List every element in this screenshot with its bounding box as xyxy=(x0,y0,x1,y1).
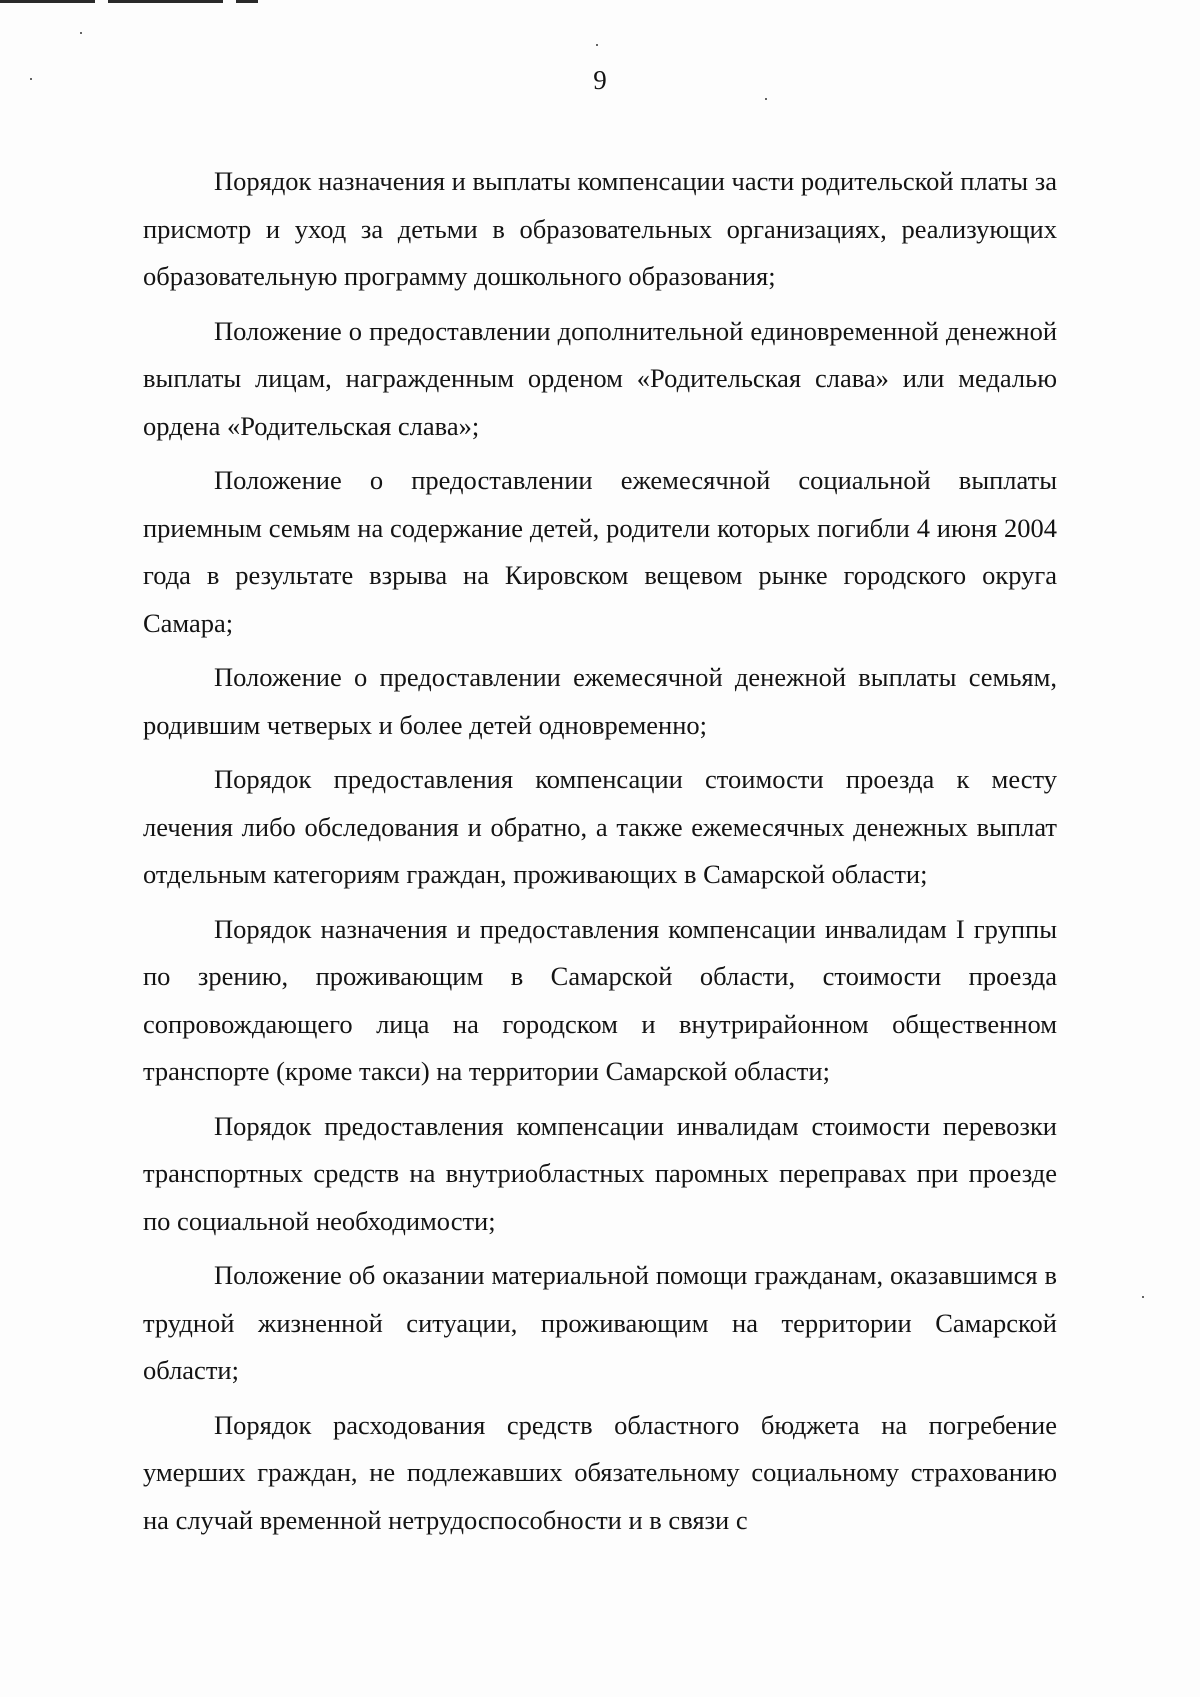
paragraph: Положение о предоставлении ежемесячной социальной выплаты приемным семьям на содержание детей, родители которых погибли 4 июня 2004 года в результате взрыва на Кировском вещевом рынке городского округа Самара; xyxy=(143,465,1057,638)
scan-speck xyxy=(1142,1296,1144,1298)
scan-edge-mark xyxy=(108,0,223,3)
page-number: 9 xyxy=(593,65,607,95)
paragraph: Положение об оказании материальной помощи гражданам, оказавшимся в трудной жизненной ситуации, проживающим на территории Самарской области; xyxy=(143,1260,1057,1385)
paragraph: Порядок расходования средств областного бюджета на погребение умерших граждан, не подлежавших обязательному социальному страхованию на случай временной нетрудоспособности и в связи с xyxy=(143,1409,1057,1535)
paragraph: Положение о предоставлении дополнительной единовременной денежной выплаты лицам, награжденным орденом «Родительская слава» или медалью ордена «Родительская слава»; xyxy=(143,315,1057,441)
scan-speck xyxy=(596,44,598,46)
scan-speck xyxy=(80,32,82,34)
scan-edge-mark xyxy=(236,0,258,3)
paragraph: Порядок предоставления компенсации инвалидам стоимости перевозки транспортных средств на внутриобластных паромных переправах при проезде по социальной необходимости; xyxy=(143,1110,1057,1236)
document-body xyxy=(143,158,1057,1544)
scan-edge-mark xyxy=(0,0,95,3)
paragraph: Порядок предоставления компенсации стоимости проезда к месту лечения либо обследования и обратно, а также ежемесячных денежных выплат отдельным категориям граждан, проживающих в Самарской области; xyxy=(143,764,1057,889)
paragraph: Положение о предоставлении ежемесячной денежной выплаты семьям, родившим четверых и более детей одновременно; xyxy=(143,662,1057,740)
paragraph: Порядок назначения и предоставления компенсации инвалидам I группы по зрению, проживающим в Самарской области, стоимости проезда сопровождающего лица на городском и внутрирайонном общественном транспорте (кроме такси) на территории Самарской области; xyxy=(143,913,1057,1086)
paragraph: Порядок назначения и выплаты компенсации части родительской платы за присмотр и уход за детьми в образовательных организациях, реализующих образовательную программу дошкольного образования; xyxy=(143,166,1057,291)
